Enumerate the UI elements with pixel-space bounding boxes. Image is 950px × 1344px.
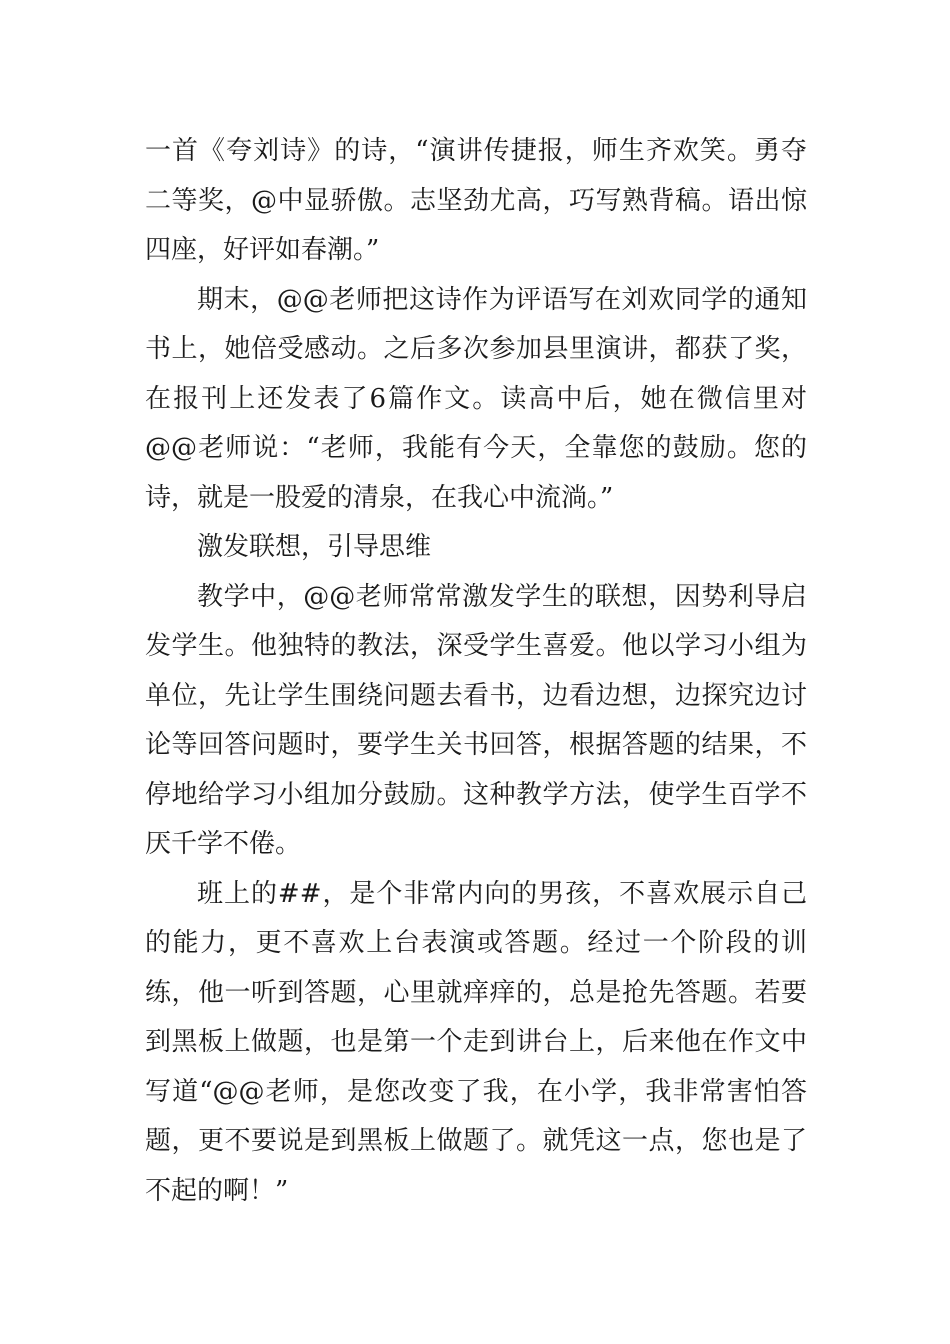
paragraph-end-of-term: 期末，@@老师把这诗作为评语写在刘欢同学的通知书上，她倍受感动。之后多次参加县里演讲，都获了奖，在报刊上还发表了6篇作文。读高中后，她在微信里对@@老师说：“老师，我能有今天，全靠您的鼓励。您的诗，就是一股爱的清泉，在我心中流淌。” <box>145 284 807 513</box>
paragraph-student-story: 班上的##，是个非常内向的男孩，不喜欢展示自己的能力，更不喜欢上台表演或答题。经过一个阶段的训练，他一听到答题，心里就痒痒的，总是抢先答题。若要到黑板上做题，也是第一个走到讲台上，后来他在作文中写道“@@老师，是您改变了我，在小学，我非常害怕答题，更不要说是到黑板上做题了。就凭这一点，您也是了不起的啊！” <box>145 878 807 1206</box>
paragraph-poem-quote: 一首《夸刘诗》的诗，“演讲传捷报，师生齐欢笑。勇夺二等奖，@中显骄傲。志坚劲尤高，巧写熟背稿。语出惊四座，好评如春潮。” <box>145 136 807 265</box>
paragraph-teaching-method: 教学中，@@老师常常激发学生的联想，因势利导启发学生。他独特的教法，深受学生喜爱。他以学习小组为单位，先让学生围绕问题去看书，边看边想，边探究边讨论等回答问题时，要学生关书回答，根据答题的结果，不停地给学习小组加分鼓励。这种教学方法，使学生百学不厌千学不倦。 <box>145 581 807 859</box>
document-body <box>145 127 807 1216</box>
section-heading: 激发联想，引导思维 <box>197 532 432 562</box>
